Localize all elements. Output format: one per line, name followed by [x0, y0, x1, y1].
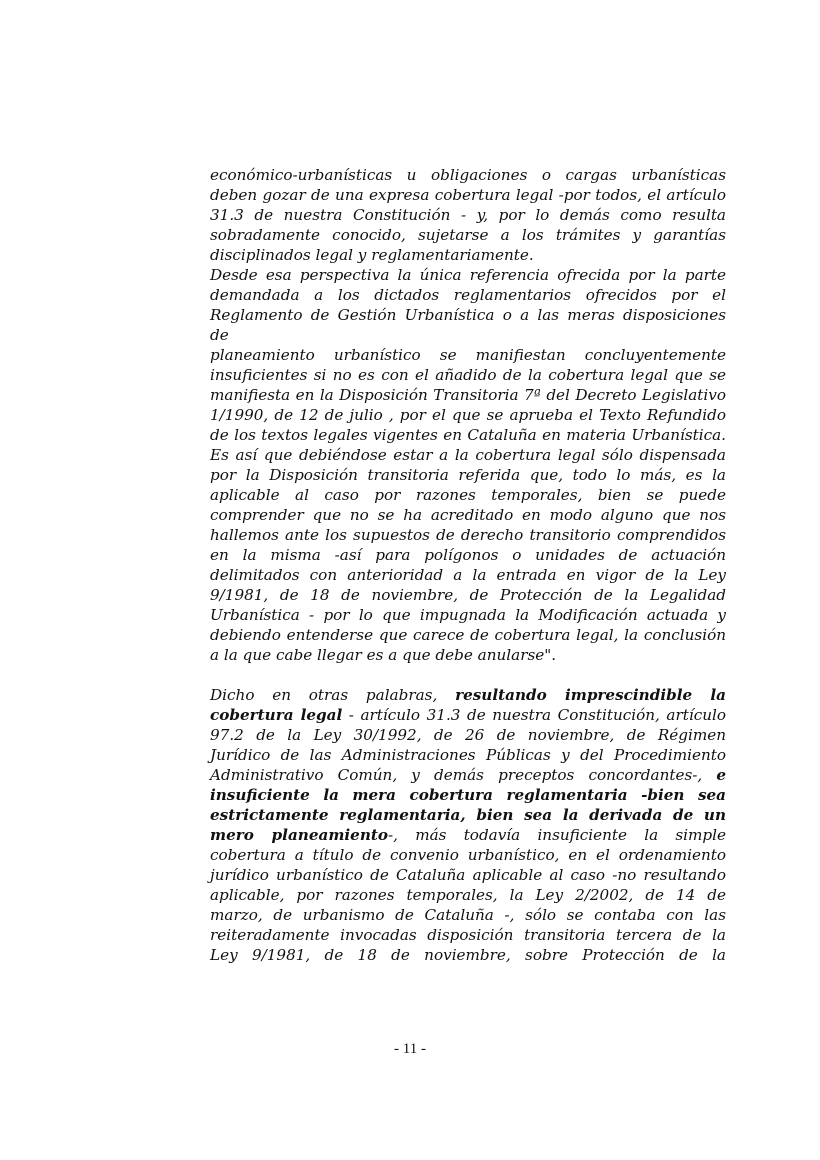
text-segment: marzo, de urbanismo de Cataluña -, sólo se contaba con las: [210, 906, 726, 924]
text-line: [210, 705, 726, 725]
paragraph: [210, 165, 726, 265]
text-line: [210, 485, 726, 505]
text-segment: económico-urbanísticas u obligaciones o cargas urbanísticas: [210, 166, 726, 184]
text-segment: de: [210, 326, 229, 344]
text-segment: debiendo entenderse que carece de cobertura legal, la conclusión: [210, 626, 726, 644]
text-line: [210, 165, 726, 185]
text-segment: sobradamente conocido, sujetarse a los trámites y garantías: [210, 226, 726, 244]
body-text: [210, 165, 726, 965]
text-line: [210, 865, 726, 885]
bold-text: resultando imprescindible la: [455, 686, 726, 704]
text-segment: cobertura a título de convenio urbanístico, en el ordenamiento: [210, 846, 726, 864]
text-line: [210, 225, 726, 245]
text-line: [210, 505, 726, 525]
text-segment: aplicable, por razones temporales, la Ley 2/2002, de 14 de: [210, 886, 726, 904]
text-line: [210, 365, 726, 385]
text-segment: Dicho en otras palabras,: [210, 686, 456, 704]
text-segment: disciplinados legal y reglamentariamente.: [210, 246, 534, 264]
text-segment: jurídico urbanístico de Cataluña aplicable al caso -no resultando: [210, 866, 726, 884]
text-line: [210, 785, 726, 805]
text-segment: Es así que debiéndose estar a la cobertura legal sólo dispensada: [210, 446, 726, 464]
text-segment: reiteradamente invocadas disposición transitoria tercera de la: [210, 926, 726, 944]
text-segment: Ley 9/1981, de 18 de noviembre, sobre Protección de la: [210, 946, 726, 964]
text-line: [210, 185, 726, 205]
text-line: [210, 725, 726, 745]
text-line: [210, 945, 726, 965]
text-line: [210, 925, 726, 945]
text-segment: -, más todavía insuficiente la simple: [388, 826, 726, 844]
paragraph-gap: [210, 665, 726, 685]
text-line: [210, 805, 726, 825]
text-segment: manifiesta en la Disposición Transitoria 7ª del Decreto Legislativo: [210, 386, 726, 404]
text-segment: 97.2 de la Ley 30/1992, de 26 de noviembre, de Régimen: [210, 726, 726, 744]
bold-text: cobertura legal: [210, 706, 343, 724]
text-segment: hallemos ante los supuestos de derecho transitorio comprendidos: [210, 526, 726, 544]
text-line: [210, 645, 726, 665]
text-segment: deben gozar de una expresa cobertura legal -por todos, el artículo: [210, 186, 726, 204]
text-line: [210, 465, 726, 485]
text-line: [210, 285, 726, 305]
text-line: [210, 325, 726, 345]
bold-text: mero planeamiento: [210, 826, 389, 844]
bold-text: insuficiente la mera cobertura reglamentaria -bien sea: [210, 786, 726, 804]
text-line: [210, 605, 726, 625]
text-segment: en la misma -así para polígonos o unidades de actuación: [210, 546, 726, 564]
text-line: [210, 425, 726, 445]
bold-text: e: [716, 766, 726, 784]
text-segment: insuficientes si no es con el añadido de la cobertura legal que se: [210, 366, 726, 384]
text-segment: Jurídico de las Administraciones Públicas y del Procedimiento: [210, 746, 726, 764]
text-line: [210, 825, 726, 845]
text-segment: 1/1990, de 12 de julio , por el que se aprueba el Texto Refundido: [210, 406, 726, 424]
text-segment: a la que cabe llegar es a que debe anularse".: [210, 646, 557, 664]
text-segment: comprender que no se ha acreditado en modo alguno que nos: [210, 506, 726, 524]
text-segment: de los textos legales vigentes en Cataluña en materia Urbanística.: [210, 426, 726, 444]
text-segment: por la Disposición transitoria referida que, todo lo más, es la: [210, 466, 726, 484]
text-line: [210, 745, 726, 765]
text-line: [210, 265, 726, 285]
text-line: [210, 585, 726, 605]
text-line: [210, 205, 726, 225]
text-line: [210, 345, 726, 365]
text-line: [210, 525, 726, 545]
text-line: [210, 765, 726, 785]
text-segment: 9/1981, de 18 de noviembre, de Protección de la Legalidad: [210, 586, 726, 604]
text-line: [210, 885, 726, 905]
text-segment: demandada a los dictados reglamentarios ofrecidos por el: [210, 286, 726, 304]
text-line: [210, 845, 726, 865]
text-line: [210, 445, 726, 465]
paragraph: [210, 685, 726, 965]
text-segment: Urbanística - por lo que impugnada la Modificación actuada y: [210, 606, 726, 624]
text-segment: Reglamento de Gestión Urbanística o a las meras disposiciones: [210, 306, 726, 324]
text-segment: Administrativo Común, y demás preceptos concordantes-,: [210, 766, 717, 784]
text-line: [210, 905, 726, 925]
text-segment: aplicable al caso por razones temporales, bien se puede: [210, 486, 726, 504]
text-line: [210, 625, 726, 645]
text-segment: 31.3 de nuestra Constitución - y, por lo demás como resulta: [210, 206, 726, 224]
text-segment: planeamiento urbanístico se manifiestan concluyentemente: [210, 346, 726, 364]
text-line: [210, 565, 726, 585]
paragraph: [210, 265, 726, 665]
text-segment: - artículo 31.3 de nuestra Constitución, artículo: [342, 706, 726, 724]
text-line: [210, 305, 726, 325]
bold-text: estrictamente reglamentaria, bien sea la derivada de un: [210, 806, 726, 824]
text-line: [210, 405, 726, 425]
text-line: [210, 545, 726, 565]
text-line: [210, 245, 726, 265]
text-line: [210, 385, 726, 405]
text-line: [210, 685, 726, 705]
text-segment: Desde esa perspectiva la única referencia ofrecida por la parte: [210, 266, 726, 284]
page-number: - 11 -: [394, 1041, 426, 1057]
text-segment: delimitados con anterioridad a la entrada en vigor de la Ley: [210, 566, 726, 584]
